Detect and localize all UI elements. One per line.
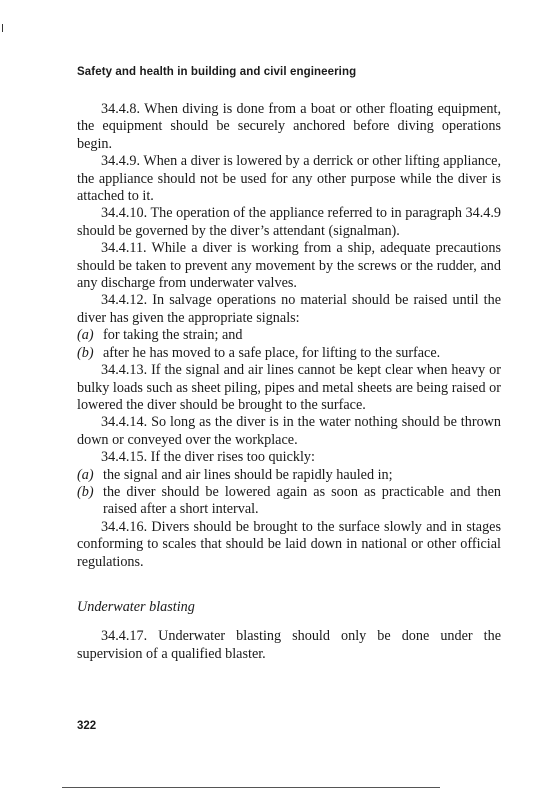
- list-item-label: (b): [77, 483, 94, 500]
- paragraph-34-4-15: [77, 449, 501, 466]
- list-item: [77, 467, 501, 484]
- paragraph-number: 34.4.8.: [101, 101, 141, 117]
- paragraph-text: When a diver is lowered by a derrick or other lifting appliance, the appliance should not be used for any other purpose while the diver is attached to it.: [77, 153, 502, 205]
- list-item: [77, 345, 501, 362]
- page-body: [77, 101, 501, 663]
- paragraph-text: If the signal and air lines cannot be kept clear when heavy or bulky loads such as sheet piling, pipes and metal sheets are being raised or lowered the diver should be brought to the surface.: [77, 362, 502, 413]
- paragraph-text: In salvage operations no material should be raised until the diver has given the appropriate signals:: [77, 292, 502, 326]
- list-item: [77, 327, 501, 344]
- paragraph-number: 34.4.14.: [101, 414, 148, 431]
- list-item-text: the diver should be lowered again as soon as practicable and then raised after a short interval.: [103, 483, 501, 518]
- list-item-label: (a): [77, 466, 94, 483]
- paragraph-34-4-11: [77, 240, 501, 292]
- paragraph-number: 34.4.12.: [101, 292, 148, 309]
- paragraph-text: So long as the diver is in the water nothing should be thrown down or conveyed over the workplace.: [77, 414, 502, 448]
- paragraph-text: When diving is done from a boat or other floating equipment, the equipment should be securely anchored before diving operations begin.: [77, 101, 501, 152]
- paragraph-text: Underwater blasting should only be done under the supervision of a qualified blaster.: [77, 628, 501, 662]
- paragraph-number: 34.4.17.: [101, 628, 148, 645]
- scan-edge-mark: [2, 24, 3, 32]
- paragraph-number: 34.4.9.: [101, 153, 141, 170]
- paragraph-34-4-10: [77, 205, 501, 240]
- running-header: Safety and health in building and civil engineering: [77, 66, 357, 78]
- paragraph-text: If the diver rises too quickly:: [150, 449, 315, 466]
- list-item-text: for taking the strain; and: [103, 327, 243, 344]
- section-heading: Underwater blasting: [77, 598, 195, 615]
- paragraph-number: 34.4.13.: [101, 362, 148, 379]
- paragraph-34-4-12: [77, 292, 501, 327]
- paragraph-34-4-9: [77, 153, 501, 205]
- paragraph-34-4-16: [77, 519, 501, 571]
- paragraph-text: The operation of the appliance referred to in paragraph 34.4.9 should be governed by the diver’s attendant (signalman).: [77, 205, 502, 239]
- paragraph-number: 34.4.15.: [101, 449, 148, 466]
- list-item: [77, 484, 501, 519]
- paragraph-34-4-14: [77, 414, 501, 449]
- paragraph-34-4-17: [77, 628, 501, 663]
- page-number: 322: [77, 720, 97, 732]
- paragraph-text: While a diver is working from a ship, adequate precautions should be taken to prevent any movement by the screws or the rudder, and any discharge from underwater valves.: [77, 240, 501, 292]
- paragraph-number: 34.4.10.: [101, 205, 148, 222]
- list-item-label: (a): [77, 327, 94, 344]
- bottom-rule: [62, 787, 440, 788]
- paragraph-34-4-13: [77, 362, 501, 414]
- paragraph-34-4-8: [77, 101, 501, 153]
- paragraph-text: Divers should be brought to the surface slowly and in stages conforming to scales that should be laid down in national or other official regulations.: [77, 518, 502, 570]
- paragraph-number: 34.4.16.: [101, 518, 148, 535]
- paragraph-number: 34.4.11.: [101, 240, 147, 257]
- list-item-text: after he has moved to a safe place, for lifting to the surface.: [103, 344, 441, 361]
- list-item-label: (b): [77, 344, 94, 361]
- list-item-text: the signal and air lines should be rapidly hauled in;: [103, 466, 393, 483]
